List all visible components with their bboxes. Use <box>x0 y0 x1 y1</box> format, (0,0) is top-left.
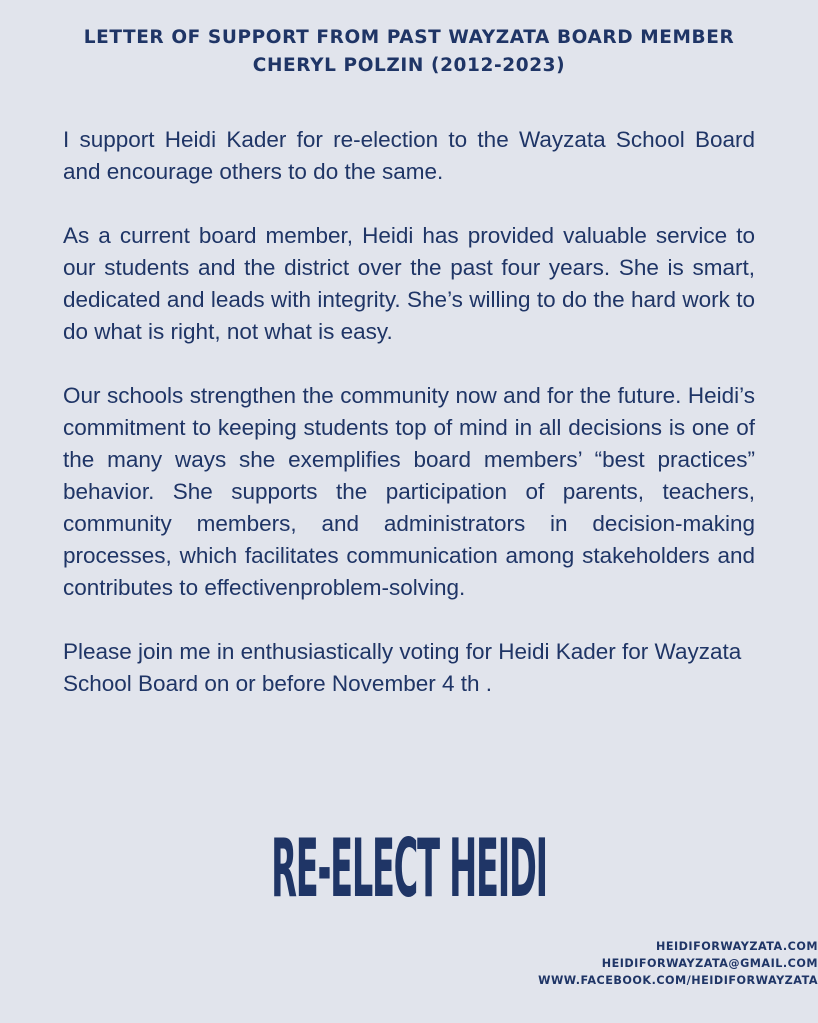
title-line-1: LETTER OF SUPPORT FROM PAST WAYZATA BOARD MEMBER <box>83 27 735 48</box>
title-line-2: CHERYL POLZIN (2012-2023) <box>252 55 566 76</box>
paragraph-1: I support Heidi Kader for re-election to the Wayzata School Board and encourage others to do the same. <box>63 127 755 184</box>
facebook-link[interactable]: WWW.FACEBOOK.COM/HEIDIFORWAYZATA <box>538 974 818 987</box>
letter-body <box>63 124 755 732</box>
paragraph-4: Please join me in enthusiastically voting for Heidi Kader for Wayzata School Board on or before November 4 th . <box>63 639 742 696</box>
contact-info <box>538 938 818 989</box>
email-link[interactable]: HEIDIFORWAYZATA@GMAIL.COM <box>601 957 818 970</box>
paragraph-3: Our schools strengthen the community now and for the future. Heidi’s commitment to keeping students top of mind in all decisions is one of the many ways she exemplifies board members’ “best practices” behavior. She supports the participation of parents, teachers, community members, and administrators in decision-making processes, which facilitates communication among stakeholders and contributes to effectivenproblem-solving. <box>63 383 755 600</box>
re-elect-heidi-slogan: RE-ELECT HEIDI <box>271 822 547 915</box>
letter-title <box>0 24 818 80</box>
website-link[interactable]: HEIDIFORWAYZATA.COM <box>655 940 818 953</box>
paragraph-2: As a current board member, Heidi has provided valuable service to our students and the district over the past four years. She is smart, dedicated and leads with integrity. She’s willing to do the hard work to do what is right, not what is easy. <box>63 223 755 344</box>
